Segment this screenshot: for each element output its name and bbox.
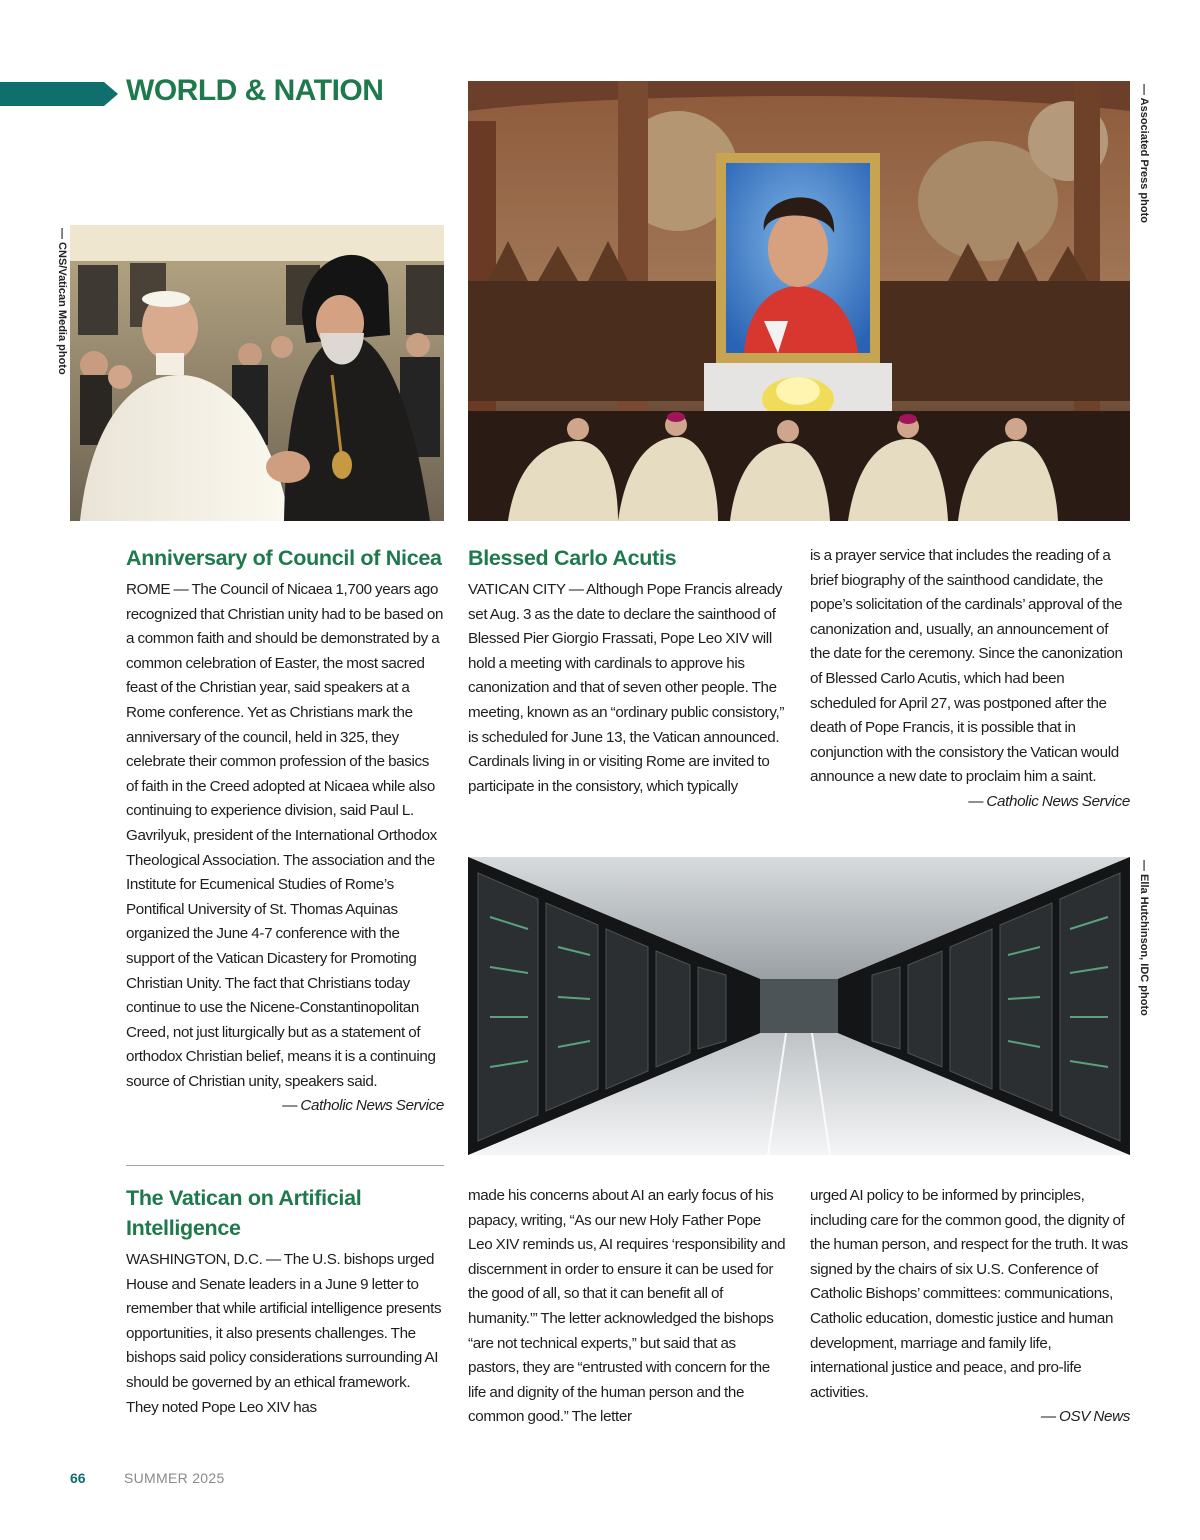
acutis-photo-credit: — Associated Press photo (1138, 84, 1150, 223)
article-divider (126, 1165, 444, 1166)
ai-body-col2 (468, 1184, 788, 1430)
ai-photo-illustration (468, 857, 1130, 1155)
section-arrow-bar (0, 82, 118, 106)
acutis-photo-illustration (468, 81, 1130, 521)
nicea-headline: Anniversary of Council of Nicea (126, 546, 442, 570)
acutis-body-col1 (468, 578, 786, 799)
issue-label: SUMMER 2025 (124, 1470, 225, 1486)
ai-body-text-1: WASHINGTON, D.C. — The U.S. bishops urged House and Senate leaders in a June 9 letter to remember that while artificial intelligence presents opportunities, it also presents challenges. The bishops said policy considerations surrounding AI should be governed by an ethical framework. They noted Pope Leo XIV has (126, 1251, 442, 1416)
nicea-photo (70, 225, 444, 521)
acutis-body-text-2: is a prayer service that includes the reading of a brief biography of the sainthood candidate, the pope’s solicitation of the cardinals’ approval of the canonization and, usually, an announcement of the date for the ceremony. Since the canonization of Blessed Carlo Acutis, which had been scheduled for April 27, was postponed after the death of Pope Francis, it is possible that in conjunction with the consistory the Vatican would announce a new date to proclaim him a saint. (810, 547, 1123, 786)
acutis-body-text-1: VATICAN CITY — Although Pope Francis already set Aug. 3 as the date to declare the sainthood of Blessed Pier Giorgio Frassati, Pope Leo XIV will hold a meeting with cardinals to approve his canonization and that of seven other people. The meeting, known as an “ordinary public consistory,” is scheduled for June 13, the Vatican announced. Cardinals living in or visiting Rome are invited to participate in the consistory, which typically (468, 581, 785, 795)
ai-body-col3 (810, 1184, 1130, 1430)
acutis-headline: Blessed Carlo Acutis (468, 546, 677, 570)
nicea-body (126, 578, 444, 1119)
nicea-byline: — Catholic News Service (282, 1097, 444, 1115)
acutis-photo (468, 81, 1130, 521)
page-number: 66 (70, 1470, 86, 1486)
nicea-body-text: ROME — The Council of Nicaea 1,700 years ago recognized that Christian unity had to be based on a common faith and should be demonstrated by a common celebration of Easter, the most sacred feast of the Christian year, said speakers at a Rome conference. Yet as Christians mark the anniversary of the council, held in 325, they celebrate their common profession of the basics of faith in the Creed adopted at Nicaea while also continuing to experience division, said Paul L. Gavrilyuk, president of the International Orthodox Theological Association. The association and the Institute for Ecumenical Studies of Rome’s Pontifical University of St. Thomas Aquinas organized the June 4-7 conference with the support of the Vatican Dicastery for Promoting Christian Unity. The fact that Christians today continue to use the Nicene-Constantinopolitan Creed, not just liturgically but as a statement of orthodox Christian belief, means it is a continuing source of Christian unity, speakers said. (126, 581, 444, 1090)
ai-headline: The Vatican on Artificial Intelligence (126, 1186, 362, 1240)
ai-body-text-3: urged AI policy to be informed by principles, including care for the common good, the dignity of the human person, and respect for the truth. It was signed by the chairs of six U.S. Conference of Catholic Bishops’ committees: communications, Catholic education, domestic justice and human development, marriage and family life, international justice and peace, and pro-life activities. (810, 1187, 1128, 1401)
ai-body-col1 (126, 1248, 444, 1420)
ai-byline: — OSV News (1040, 1408, 1130, 1426)
ai-photo (468, 857, 1130, 1155)
acutis-byline: — Catholic News Service (968, 792, 1130, 810)
section-title: WORLD & NATION (126, 74, 384, 107)
ai-body-text-2: made his concerns about AI an early focus of his papacy, writing, “As our new Holy Father Pope Leo XIV reminds us, AI requires ‘responsibility and discernment in order to ensure it can be used for the good of all, so that it can benefit all of humanity.’” The letter acknowledged the bishops “are not technical experts,” but said that as pastors, they are “entrusted with concern for the life and dignity of the human person and the common good.” The letter (468, 1187, 786, 1426)
ai-photo-credit: — Ella Hutchinson, IDC photo (1138, 860, 1150, 1016)
nicea-photo-illustration (70, 225, 444, 521)
nicea-photo-credit: — CNS/Vatican Media photo (56, 228, 68, 375)
acutis-body-col2 (810, 544, 1130, 815)
